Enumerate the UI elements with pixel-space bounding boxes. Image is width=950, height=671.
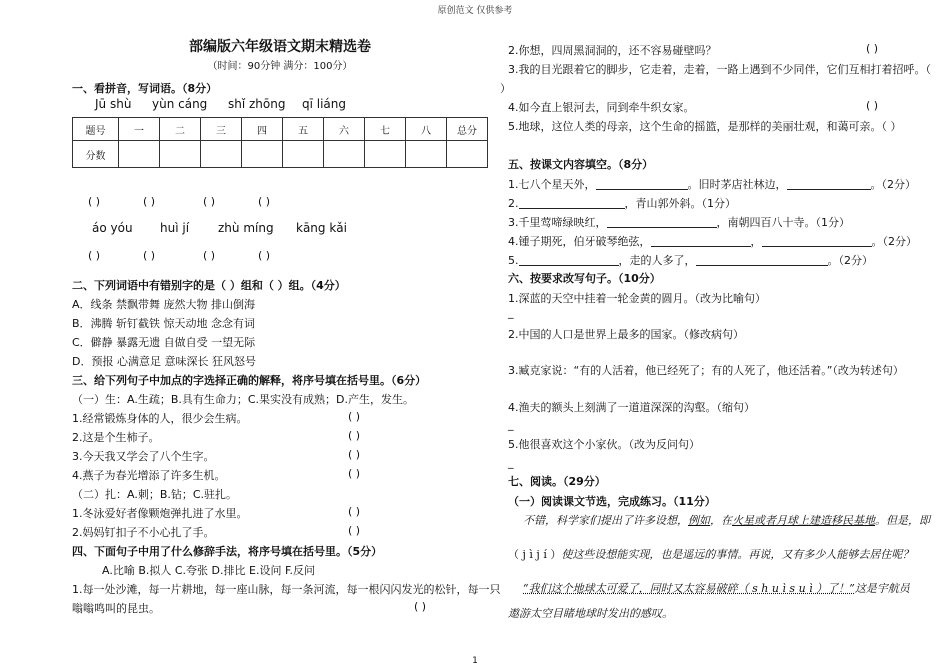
score-header-cell: 三 — [201, 118, 242, 141]
answer-paren-r1-3[interactable]: ( ) — [203, 195, 216, 208]
score-header-cell: 一 — [119, 118, 160, 141]
answer-paren-r1-1[interactable]: ( ) — [88, 195, 101, 208]
answer-paren-r1-2[interactable]: ( ) — [143, 195, 156, 208]
question-text: 3.臧克家说：“有的人活着，他已经死了；有的人死了，他还活着。”（改为转述句） — [508, 364, 904, 377]
question-text: 3.我的目光跟着它的脚步，它走着，走着，一路上遇到不少同伴，它们互相打着招呼。（ — [508, 63, 931, 76]
fill-text: 4.锺子期死，伯牙破琴绝弦， — [508, 235, 651, 248]
fill-blank[interactable] — [762, 234, 872, 247]
score-header-cell: 总分 — [447, 118, 488, 141]
question-text: 3.今天我又学会了八个生字。 — [72, 450, 215, 463]
fill-blank[interactable] — [696, 253, 828, 266]
option-d: D．预报 心满意足 意味深长 狂风怒号 — [72, 355, 256, 368]
score-cell[interactable] — [406, 141, 447, 168]
fill-line-4 — [508, 233, 917, 249]
score-cell[interactable] — [324, 141, 365, 168]
answer-paren[interactable]: ( ) — [348, 410, 361, 423]
question-text: 4.如今直上银河去，同到牵牛织女家。 — [508, 101, 695, 114]
fill-line-3 — [508, 214, 850, 230]
pinyin-2: yùn cáng — [152, 97, 208, 111]
answer-paren-r2-1[interactable]: ( ) — [88, 249, 101, 262]
pinyin-5: áo yóu — [92, 221, 133, 235]
fill-text: 2. — [508, 197, 519, 210]
question-text: 4.燕子为春光增添了许多生机。 — [72, 469, 226, 482]
answer-paren[interactable]: ( ) — [348, 448, 361, 461]
fill-text: 。（2分） — [870, 178, 916, 191]
score-cell[interactable] — [365, 141, 406, 168]
fill-blank[interactable] — [607, 215, 717, 228]
score-cell[interactable] — [119, 141, 160, 168]
score-cell[interactable] — [242, 141, 283, 168]
pinyin-7: zhù míng — [218, 221, 274, 235]
answer-paren-r2-4[interactable]: ( ) — [258, 249, 271, 262]
answer-paren[interactable]: ( ) — [348, 467, 361, 480]
question-text: 1.经常锻炼身体的人，很少会生病。 — [72, 412, 248, 425]
fill-line-5 — [508, 252, 873, 268]
answer-paren[interactable]: ( ) — [348, 505, 361, 518]
question-text: 5.他很喜欢这个小家伙。（改为反问句） — [508, 438, 700, 451]
score-header-cell: 八 — [406, 118, 447, 141]
section-6-heading: 六、按要求改写句子。（10分） — [508, 272, 661, 285]
option-a: A．线条 禁飘带舞 庞然大物 排山倒海 — [72, 298, 256, 311]
score-cell[interactable] — [160, 141, 201, 168]
score-header-cell: 四 — [242, 118, 283, 141]
question-text: 2.你想，四周黑洞洞的，还不容易碰壁吗？ — [508, 44, 717, 57]
passage-text: ，在 — [710, 514, 732, 527]
answer-line[interactable]: _ — [508, 456, 514, 469]
answer-paren-r2-3[interactable]: ( ) — [203, 249, 216, 262]
fill-line-1 — [508, 176, 916, 192]
score-header-cell: 五 — [283, 118, 324, 141]
answer-paren-r1-4[interactable]: ( ) — [258, 195, 271, 208]
reading-passage-line — [523, 512, 930, 528]
option-b: B．沸腾 斩钉截铁 惊天动地 念念有词 — [72, 317, 256, 330]
fill-text: ，走的人多了， — [618, 254, 696, 267]
answer-paren[interactable]: ( ) — [866, 99, 879, 112]
question-text: 1.冬泳爱好者像颗炮弹扎进了水里。 — [72, 507, 248, 520]
score-row-label: 分数 — [73, 141, 119, 168]
fill-blank[interactable] — [519, 253, 619, 266]
passage-text: 使这些设想能实现，也是遥远的事情。再说，又有多少人能够去居住呢？ — [561, 548, 914, 561]
answer-paren[interactable]: ( ) — [348, 524, 361, 537]
reading-passage-line — [523, 580, 910, 596]
page-number: 1 — [472, 656, 478, 666]
reading-subheading: （一）阅读课文节选，完成练习。（11分） — [508, 495, 716, 508]
group-2-heading: （二）扎：A.刺；B.钻；C.驻扎。 — [72, 488, 238, 501]
fill-text: 。（2分） — [827, 254, 873, 267]
score-table — [72, 117, 488, 168]
question-text: 5.地球，这位人类的母亲，这个生命的摇篮，是那样的美丽壮观，和蔼可亲。（ ） — [508, 120, 902, 133]
answer-paren[interactable]: ( ) — [348, 429, 361, 442]
fill-blank[interactable] — [651, 234, 751, 247]
question-text: ） — [500, 82, 511, 95]
pinyin-6: huì jí — [160, 221, 190, 235]
question-text: 4.渔夫的额头上刻满了一道道深深的沟壑。（缩句） — [508, 401, 755, 414]
passage-underlined: 例如 — [688, 514, 710, 527]
pinyin-1: Jū shù — [95, 97, 132, 111]
passage-text: 不错，科学家们提出了许多设想， — [523, 514, 688, 527]
answer-line[interactable]: _ — [508, 418, 514, 431]
fill-text: 5. — [508, 254, 519, 267]
fill-blank[interactable] — [596, 177, 688, 190]
rhetoric-options: A.比喻 B.拟人 C.夸张 D.排比 E.设问 F.反问 — [102, 564, 316, 577]
score-cell[interactable] — [201, 141, 242, 168]
fill-text: ，青山郭外斜。（1分） — [624, 197, 736, 210]
pinyin-3: shǐ zhōng — [228, 97, 286, 111]
section-5-heading: 五、按课文内容填空。（8分） — [508, 158, 654, 171]
fill-blank[interactable] — [519, 196, 625, 209]
question-text: 2.中国的人口是世界上最多的国家。（修改病句） — [508, 328, 744, 341]
answer-paren[interactable]: ( ) — [866, 42, 879, 55]
fill-blank[interactable] — [787, 177, 871, 190]
score-table-score-row — [73, 141, 488, 168]
question-text: 1.每一处沙滩，每一片耕地，每一座山脉，每一条河流，每一根闪闪发光的松针，每一只 — [72, 583, 501, 596]
fill-text: 。旧时茅店社林边， — [687, 178, 787, 191]
score-table-header-row — [73, 118, 488, 141]
fill-text: 。（2分） — [871, 235, 917, 248]
score-cell[interactable] — [447, 141, 488, 168]
pinyin-4: qī liáng — [302, 97, 347, 111]
fill-text: 3.千里莺啼绿映红， — [508, 216, 607, 229]
question-text: 2.这是个生柿子。 — [72, 431, 160, 444]
score-header-cell: 七 — [365, 118, 406, 141]
group-1-heading: （一）生：A.生疏；B.具有生命力；C.果实没有成熟；D.产生，发生。 — [72, 393, 415, 406]
score-cell[interactable] — [283, 141, 324, 168]
option-c: C．僻静 暴露无遗 自做自受 一望无际 — [72, 336, 256, 349]
passage-text: 这是宇航员 — [854, 582, 910, 595]
passage-text: 。但是，即 — [875, 514, 930, 527]
page-header: 原创范文 仅供参考 — [437, 6, 513, 16]
fill-line-2 — [508, 195, 736, 211]
section-1-heading: 一、看拼音，写词语。（8分） — [72, 82, 218, 95]
pinyin-8: kāng kǎi — [296, 221, 347, 235]
reading-passage-line: 遨游太空目睹地球时发出的感叹。 — [508, 607, 673, 620]
question-text: 嗡嗡鸣叫的昆虫。 — [72, 602, 160, 615]
score-header-cell: 题号 — [73, 118, 119, 141]
reading-passage-line — [508, 546, 913, 562]
passage-wavy-underline: “我们这个地球太可爱了，同时又太容易破碎（ s h u ì s u ì ）了！” — [523, 582, 855, 595]
section-7-heading: 七、阅读。（29分） — [508, 475, 606, 488]
section-4-heading: 四、下面句子中用了什么修辞手法，将序号填在括号里。（5分） — [72, 545, 383, 558]
question-text: 1.深蓝的天空中挂着一轮金黄的圆月。（改为比喻句） — [508, 292, 766, 305]
question-text: 2.妈妈钉扣子不小心扎了手。 — [72, 526, 215, 539]
answer-line[interactable]: _ — [508, 306, 514, 319]
pinyin-choice[interactable]: （ j ì j í ） — [508, 548, 562, 561]
paper-title: 部编版六年级语文期末精选卷 — [189, 39, 371, 55]
score-header-cell: 六 — [324, 118, 365, 141]
section-2-heading: 二、下列词语中有错别字的是（ ）组和（ ）组。（4分） — [72, 279, 346, 292]
answer-paren[interactable]: ( ) — [414, 600, 427, 613]
fill-text: 1.七八个星天外， — [508, 178, 596, 191]
fill-text: ， — [750, 235, 762, 248]
answer-paren-r2-2[interactable]: ( ) — [143, 249, 156, 262]
section-3-heading: 三、给下列句子中加点的字选择正确的解释，将序号填在括号里。（6分） — [72, 374, 427, 387]
fill-text: ，南朝四百八十寺。（1分） — [716, 216, 850, 229]
passage-underlined: 火星或者月球上建造移民基地 — [732, 514, 875, 527]
score-header-cell: 二 — [160, 118, 201, 141]
paper-subtitle: （时间：90分钟 满分：100分） — [207, 61, 353, 72]
